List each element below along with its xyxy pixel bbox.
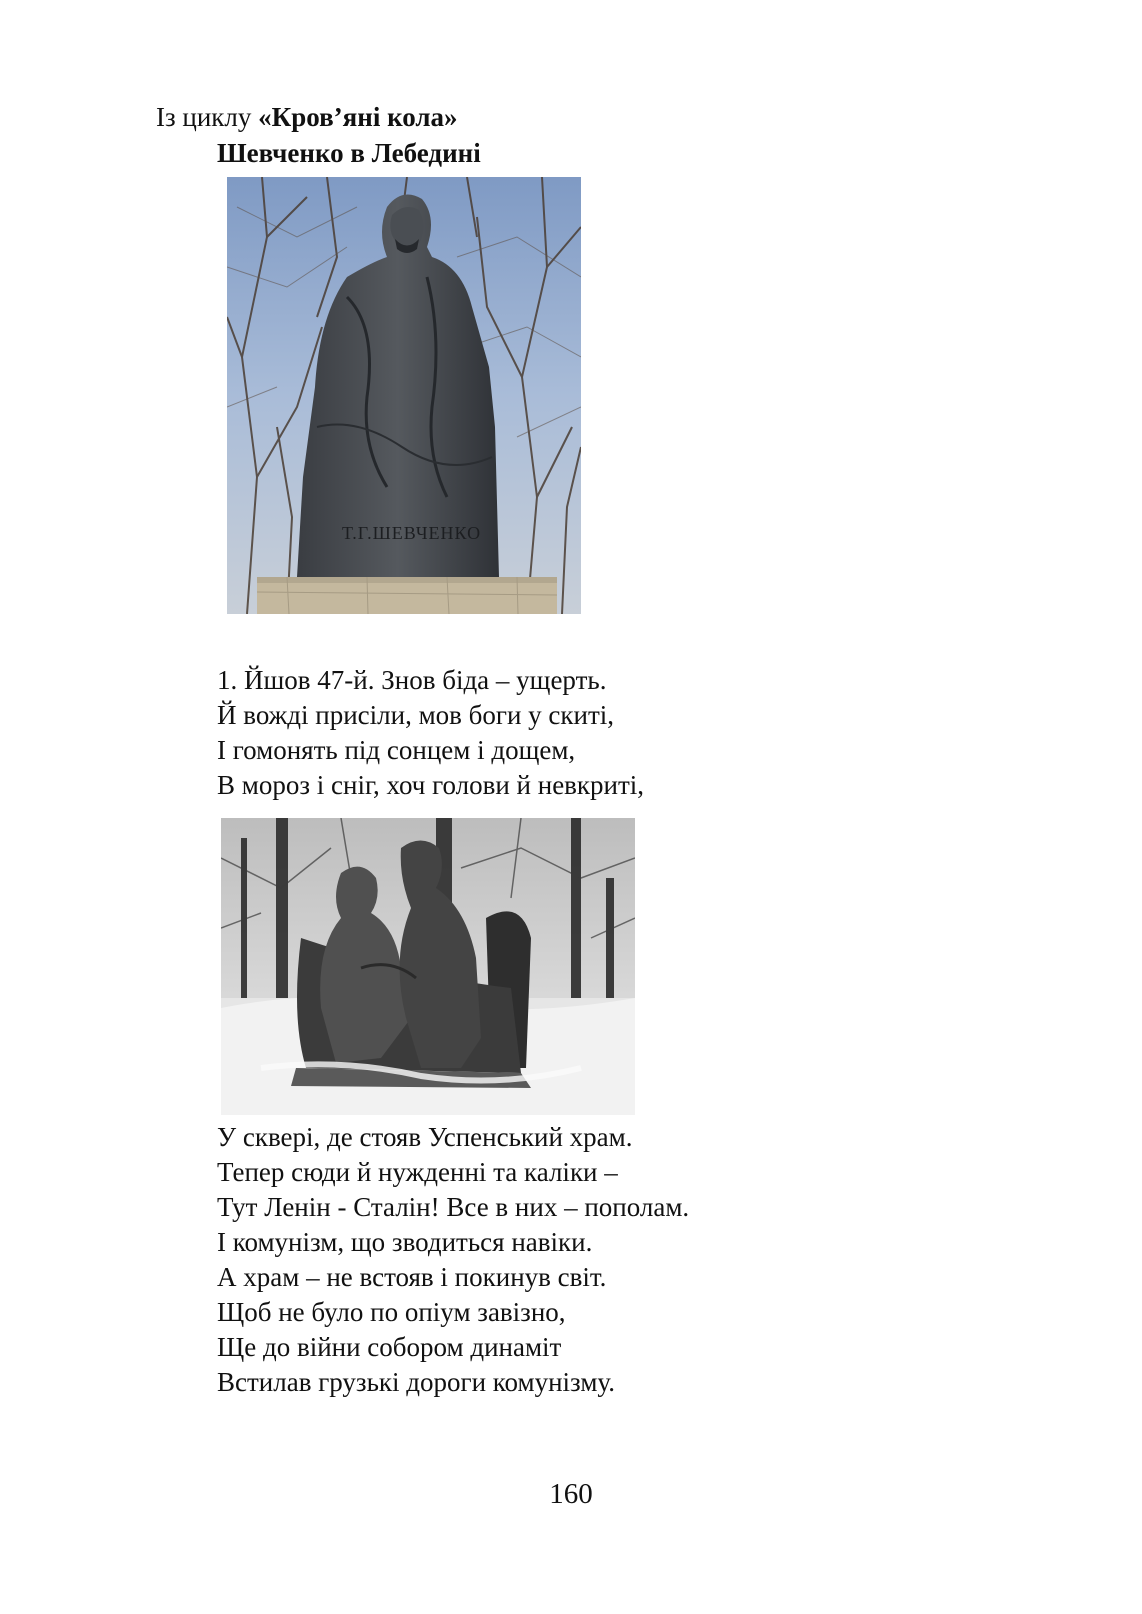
- verse-line: Встилав грузькі дороги комунізму.: [217, 1367, 615, 1397]
- verse-line: А храм – не встояв і покинув світ.: [217, 1262, 607, 1292]
- verse-line: Й вожді присіли, мов боги у скиті,: [217, 700, 615, 730]
- cycle-prefix: Із циклу: [156, 102, 259, 132]
- verse-line: У сквері, де стояв Успенський храм.: [217, 1122, 633, 1152]
- verse-line: В мороз і сніг, хоч голови й невкриті,: [217, 770, 645, 800]
- cycle-name: «Кров’яні кола»: [258, 102, 458, 132]
- verse-line: І комунізм, що зводиться навіки.: [217, 1227, 593, 1257]
- verse-line: Ще до війни собором динаміт: [217, 1332, 562, 1362]
- lenin-stalin-bench-photo: [221, 818, 635, 1115]
- verse-line: Щоб не було по опіум завізно,: [217, 1297, 566, 1327]
- verse-line: 1. Йшов 47-й. Знов біда – ущерть.: [217, 665, 607, 695]
- stanza-2: [217, 1120, 689, 1400]
- verse-line: Тут Ленін - Сталін! Все в них – пополам.: [217, 1192, 690, 1222]
- shevchenko-monument-photo: [227, 177, 581, 614]
- cycle-title: [156, 100, 458, 134]
- page-number: 160: [549, 1478, 593, 1510]
- verse-line: Тепер сюди й нужденні та каліки –: [217, 1157, 618, 1187]
- verse-line: І гомонять під сонцем і дощем,: [217, 735, 576, 765]
- monument-inscription: Т.Г.ШЕВЧЕНКО: [342, 523, 482, 543]
- poem-title: Шевченко в Лебедині: [217, 138, 481, 168]
- stanza-1: [217, 663, 644, 803]
